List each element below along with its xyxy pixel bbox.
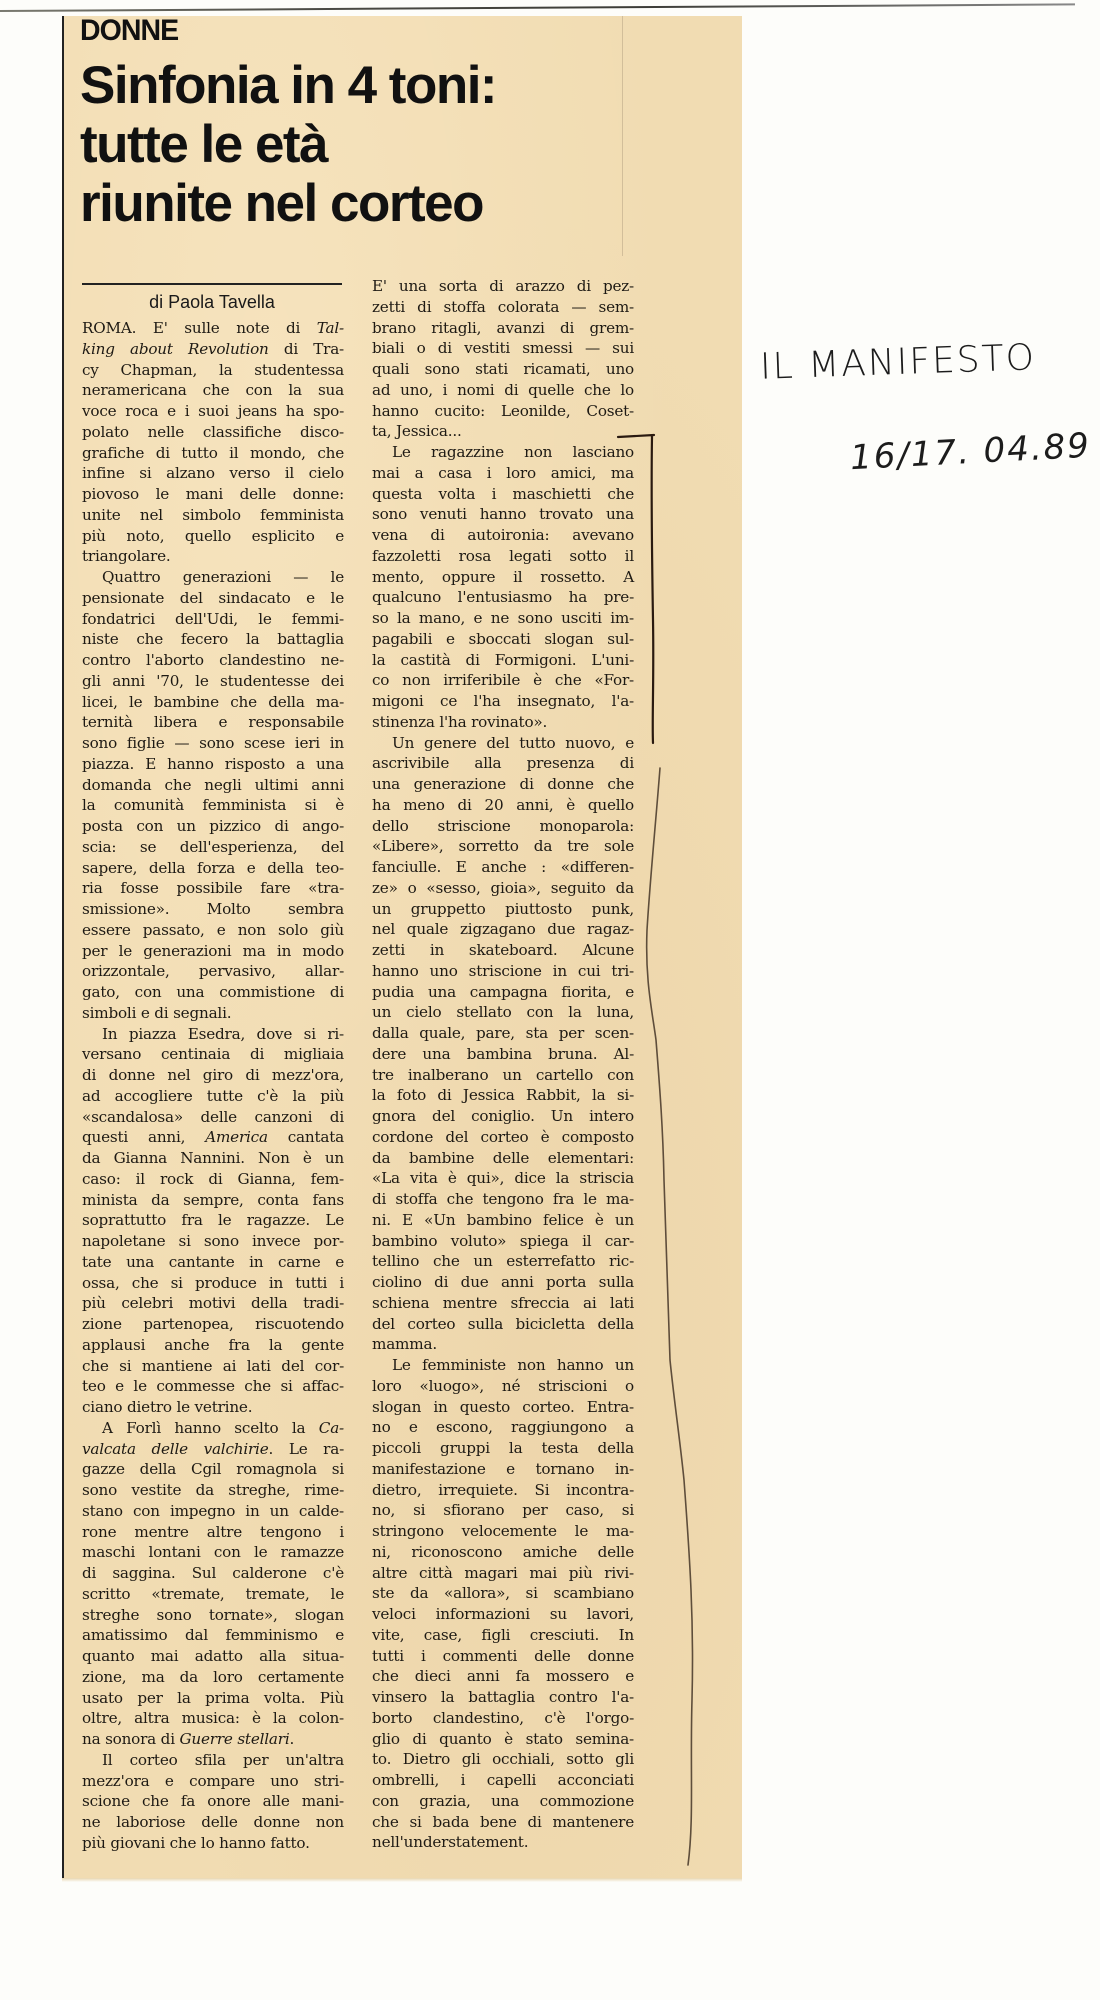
article-line: più celebri motivi della tradi- — [82, 1294, 344, 1313]
article-line: tellino che un esterrefatto ric- — [372, 1252, 634, 1271]
article-line: dietro, irrequiete. Si incontra- — [372, 1480, 634, 1499]
article-line: A Forlì hanno scelto la Ca- — [102, 1418, 344, 1437]
article-line: teo e le commesse che si affac- — [82, 1377, 344, 1396]
article-line: scritto «tremate, tremate, le — [82, 1584, 344, 1603]
handwritten-date-note: 16/17. 04.89 — [849, 425, 1092, 479]
article-line: ascrivibile alla presenza di — [372, 754, 634, 773]
article-line: dere una bambina bruna. Al- — [372, 1044, 634, 1063]
article-line: usato per la prima volta. Più — [82, 1688, 344, 1707]
article-line: «Libere», sorretto da tre sole — [372, 837, 634, 856]
section-kicker: DONNE — [80, 14, 179, 47]
article-line: dello striscione monoparola: — [372, 816, 634, 835]
article-line: vinsero la battaglia contro l'a- — [372, 1688, 634, 1706]
article-line: stano con impegno in un calde- — [82, 1501, 344, 1520]
article-line: polato nelle classifiche disco- — [82, 422, 344, 441]
article-line: Quattro generazioni — le — [102, 568, 344, 586]
article-line: grafiche di tutto il mondo, che — [82, 443, 344, 462]
article-line: mai a casa i loro amici, ma — [372, 463, 634, 482]
clipping-left-rule — [62, 16, 64, 1878]
article-line: cy Chapman, la studentessa — [82, 360, 344, 379]
article-line: applausi anche fra la gente — [82, 1335, 344, 1354]
article-paragraph — [82, 567, 344, 1024]
article-line: nell'understatement. — [372, 1833, 529, 1852]
headline-line: Sinfonia in 4 toni: — [80, 56, 497, 115]
article-line: Le femministe non hanno un — [392, 1356, 634, 1374]
article-line: gnora del coniglio. Un intero — [372, 1107, 634, 1125]
article-line: quanto mai adatto alla situa- — [82, 1647, 344, 1665]
article-line: ROMA. E' sulle note di Tal- — [82, 319, 344, 337]
article-line: ta, Jessica... — [372, 422, 462, 441]
article-line: voce roca e i suoi jeans ha spo- — [82, 402, 344, 420]
article-line: ad uno, i nomi di quelle che lo — [372, 380, 634, 399]
article-line: ad accogliere tutte c'è la più — [82, 1086, 344, 1105]
article-line: so la mano, e ne sono usciti im- — [372, 609, 634, 627]
article-line: ria fosse possibile fare «tra- — [82, 879, 344, 898]
article-paragraph — [82, 1750, 344, 1854]
article-line: streghe sono tornate», slogan — [82, 1605, 344, 1624]
article-line: ternità libera e responsabile — [82, 713, 344, 732]
article-line: scia: se dell'esperienza, del — [82, 837, 344, 856]
article-line: contro l'aborto clandestino ne- — [82, 651, 344, 669]
article-line: «scandalosa» delle canzoni di — [82, 1107, 344, 1126]
article-line: la foto di Jessica Rabbit, la si- — [372, 1086, 634, 1105]
article-line: la castità di Formigoni. L'uni- — [372, 650, 634, 669]
article-line: stringono velocemente le ma- — [372, 1522, 634, 1540]
article-line: con grazia, una commozione — [372, 1791, 634, 1810]
article-line: niste che fecero la battaglia — [82, 630, 344, 649]
article-line: da Gianna Nannini. Non è un — [82, 1149, 344, 1167]
article-paragraph — [372, 733, 634, 1356]
article-line: cordone del corteo è composto — [372, 1127, 634, 1146]
article-paragraph — [82, 1024, 344, 1418]
article-line: slogan in questo corteo. Entra- — [372, 1397, 634, 1416]
article-line: gazze della Cgil romagnola si — [82, 1460, 344, 1479]
article-line: questi anni, America cantata — [82, 1128, 344, 1147]
byline: di Paola Tavella — [149, 292, 275, 312]
article-line: In piazza Esedra, dove si ri- — [102, 1024, 344, 1043]
article-line: essere passato, e non solo giù — [82, 920, 344, 939]
article-line: vite, case, figli cresciuti. In — [372, 1625, 634, 1644]
article-line: più noto, quello esplicito e — [82, 526, 344, 545]
article-line: piovoso le mani delle donne: — [82, 485, 344, 503]
article-line: fazzoletti rosa legati sotto il — [372, 546, 634, 565]
article-line: king about Revolution di Tra- — [82, 339, 344, 358]
article-line: sapere, della forza e della teo- — [82, 858, 344, 877]
article-line: ste da «allora», si scambiano — [372, 1584, 634, 1603]
article-line: zione partenopea, riscuotendo — [82, 1315, 344, 1333]
headline-line: riunite nel corteo — [80, 174, 483, 233]
article-line: rone mentre altre tengono i — [82, 1522, 344, 1541]
scan-edge-line — [0, 3, 1075, 12]
article-line: maschi lontani con le ramazze — [82, 1543, 344, 1562]
article-line: unite nel simbolo femminista — [82, 505, 344, 524]
article-line: no e escono, raggiungono a — [372, 1418, 634, 1437]
article-line: dalla quale, pare, sta per scen- — [372, 1024, 634, 1042]
article-line: biali o di vestiti smessi — sui — [372, 339, 634, 358]
handwritten-source-note: IL MANIFESTO — [759, 337, 1037, 388]
headline-line: tutte le età — [80, 115, 328, 174]
article-line: tate una cantante in carne e — [82, 1252, 344, 1271]
article-line: to. Dietro gli occhiali, sotto gli — [372, 1750, 634, 1769]
article-line: di stoffa che tengono fra le ma- — [372, 1190, 634, 1208]
article-line: gli anni '70, le studentesse dei — [82, 671, 344, 690]
article-line: orizzontale, pervasivo, allar- — [82, 962, 344, 981]
article-line: pudia una campagna fiorita, e — [372, 982, 634, 1001]
article-line: più giovani che lo hanno fatto. — [82, 1833, 310, 1852]
byline-rule — [82, 283, 342, 285]
article-line: per le generazioni ma in modo — [82, 941, 344, 960]
article-line: stinenza l'ha rovinato». — [372, 712, 548, 731]
article-line: una generazione di donne che — [372, 775, 634, 793]
article-line: borto clandestino, c'è l'orgo- — [372, 1708, 634, 1727]
article-column-right — [372, 276, 634, 1853]
article-line: qualcuno l'entusiasmo ha pre- — [372, 588, 634, 607]
article-line: amatissimo dal femminismo e — [82, 1626, 344, 1645]
article-line: questa volta i maschietti che — [372, 484, 634, 503]
article-line: nel quale zigzagano due ragaz- — [372, 920, 634, 939]
article-line: zione, ma da loro certamente — [82, 1667, 344, 1686]
article-line: ne laboriose delle donne non — [82, 1813, 344, 1831]
article-line: piazza. E hanno risposto a una — [82, 754, 344, 773]
article-paragraph — [372, 1355, 634, 1853]
article-line: fondatrici dell'Udi, le femmi- — [82, 609, 344, 628]
article-line: scione che fa onore alle mani- — [82, 1792, 344, 1811]
article-line: ha meno di 20 anni, è quello — [372, 795, 634, 814]
article-line: posta con un pizzico di ango- — [82, 817, 344, 835]
article-line: zetti in skateboard. Alcune — [372, 941, 634, 959]
article-line: infine si alzano verso il cielo — [82, 464, 344, 483]
article-line: ni, riconoscono amiche delle — [372, 1542, 634, 1561]
article-line: smissione». Molto sembra — [82, 900, 344, 918]
article-line: neramericana che con la sua — [82, 381, 344, 400]
article-line: co non irriferibile è che «For- — [372, 671, 634, 690]
article-line: da bambine delle elementari: — [372, 1148, 634, 1167]
article-line: vena di autoironia: avevano — [372, 526, 634, 544]
article-line: hanno cucito: Leonilde, Coset- — [372, 401, 634, 420]
article-line: E' una sorta di arazzo di pez- — [372, 277, 634, 295]
article-line: na sonora di Guerre stellari. — [82, 1730, 295, 1748]
article-line: simboli e di segnali. — [82, 1003, 232, 1022]
article-line: ombrelli, i capelli acconciati — [372, 1771, 634, 1789]
article-line: di donne nel giro di mezz'ora, — [82, 1066, 344, 1084]
article-line: domanda che negli ultimi anni — [82, 775, 344, 794]
article-line: ciolino di due anni porta sulla — [372, 1273, 634, 1291]
article-line: tre inalberano un cartello con — [372, 1065, 634, 1084]
article-line: mezz'ora e compare uno stri- — [82, 1771, 344, 1790]
article-line: ciano dietro le vetrine. — [82, 1398, 253, 1416]
article-line: pagabili e sboccati slogan sul- — [372, 629, 634, 648]
article-line: mamma. — [372, 1335, 437, 1354]
headline — [80, 56, 640, 233]
article-line: licei, le bambine che della ma- — [82, 692, 344, 711]
article-line: un cielo stellato con la luna, — [372, 1003, 634, 1022]
article-line: la comunità femminista si è — [82, 796, 344, 815]
article-line: che dieci anni fa mossero e — [372, 1667, 634, 1686]
clipping-bottom-edge — [62, 1878, 742, 1882]
article-line: «La vita è qui», dice la striscia — [372, 1169, 634, 1188]
article-line: Il corteo sfila per un'altra — [102, 1750, 344, 1769]
article-line: che si bada bene di mantenere — [372, 1812, 634, 1831]
article-line: zetti di stoffa colorata — sem- — [372, 297, 634, 316]
article-line: gato, con una commistione di — [82, 983, 344, 1001]
article-line: mento, oppure il rossetto. A — [372, 567, 634, 586]
article-line: quali sono stati ricamati, uno — [372, 360, 634, 378]
article-line: migoni ce l'ha insegnato, l'a- — [372, 692, 634, 710]
article-line: bambino voluto» spiega il car- — [372, 1231, 634, 1250]
article-line: no, si sfiorano per caso, si — [372, 1501, 634, 1520]
article-paragraph — [82, 318, 344, 567]
article-line: Le ragazzine non lasciano — [392, 443, 634, 461]
article-line: glio di quanto è stato semina- — [372, 1729, 634, 1748]
article-line: caso: il rock di Gianna, fem- — [82, 1169, 344, 1188]
article-line: versano centinaia di migliaia — [82, 1045, 344, 1064]
article-line: tutti i commenti delle donne — [372, 1646, 634, 1665]
article-line: sono figlie — sono scese ieri in — [82, 734, 344, 752]
article-line: ossa, che si produce in tutti i — [82, 1273, 344, 1292]
article-line: Un genere del tutto nuovo, e — [392, 733, 634, 752]
article-line: un gruppetto piuttosto punk, — [372, 899, 634, 918]
article-line: pensionate del sindacato e le — [82, 588, 344, 607]
article-line: sono venuti hanno trovato una — [372, 505, 634, 524]
article-line: ni. E «Un bambino felice è un — [372, 1210, 634, 1229]
article-line: piccoli gruppi la testa della — [372, 1439, 634, 1457]
article-line: soprattutto fra le ragazze. Le — [82, 1211, 344, 1230]
article-paragraph — [372, 442, 634, 733]
article-line: di saggina. Sul calderone c'è — [82, 1564, 344, 1582]
article-line: veloci informazioni su lavori, — [372, 1605, 634, 1623]
article-line: hanno uno striscione in cui tri- — [372, 961, 634, 980]
article-line: minista da sempre, conta fans — [82, 1190, 344, 1209]
article-line: napoletane si sono invece por- — [82, 1232, 344, 1250]
article-line: altre città magari mai più rivi- — [372, 1563, 634, 1582]
article-line: schiena mentre sfreccia ai lati — [372, 1293, 634, 1312]
article-line: che si mantiene ai lati del cor- — [82, 1356, 344, 1375]
article-line: loro «luogo», né striscioni o — [372, 1376, 634, 1395]
article-line: del corteo sulla bicicletta della — [372, 1314, 634, 1333]
article-line: brano ritagli, avanzi di grem- — [372, 318, 634, 337]
article-line: oltre, altra musica: è la colon- — [82, 1709, 344, 1728]
article-line: triangolare. — [82, 547, 171, 566]
article-line: valcata delle valchirie. Le ra- — [82, 1439, 345, 1458]
article-column-left — [82, 318, 344, 1854]
article-paragraph — [372, 276, 634, 442]
article-paragraph — [82, 1418, 344, 1750]
article-line: fanciulle. E anche : «differen- — [372, 858, 634, 876]
article-line: ze» o «sesso, gioia», seguito da — [372, 878, 634, 897]
article-line: sono vestite da streghe, rime- — [82, 1481, 344, 1499]
article-line: manifestazione e tornano in- — [372, 1459, 634, 1478]
